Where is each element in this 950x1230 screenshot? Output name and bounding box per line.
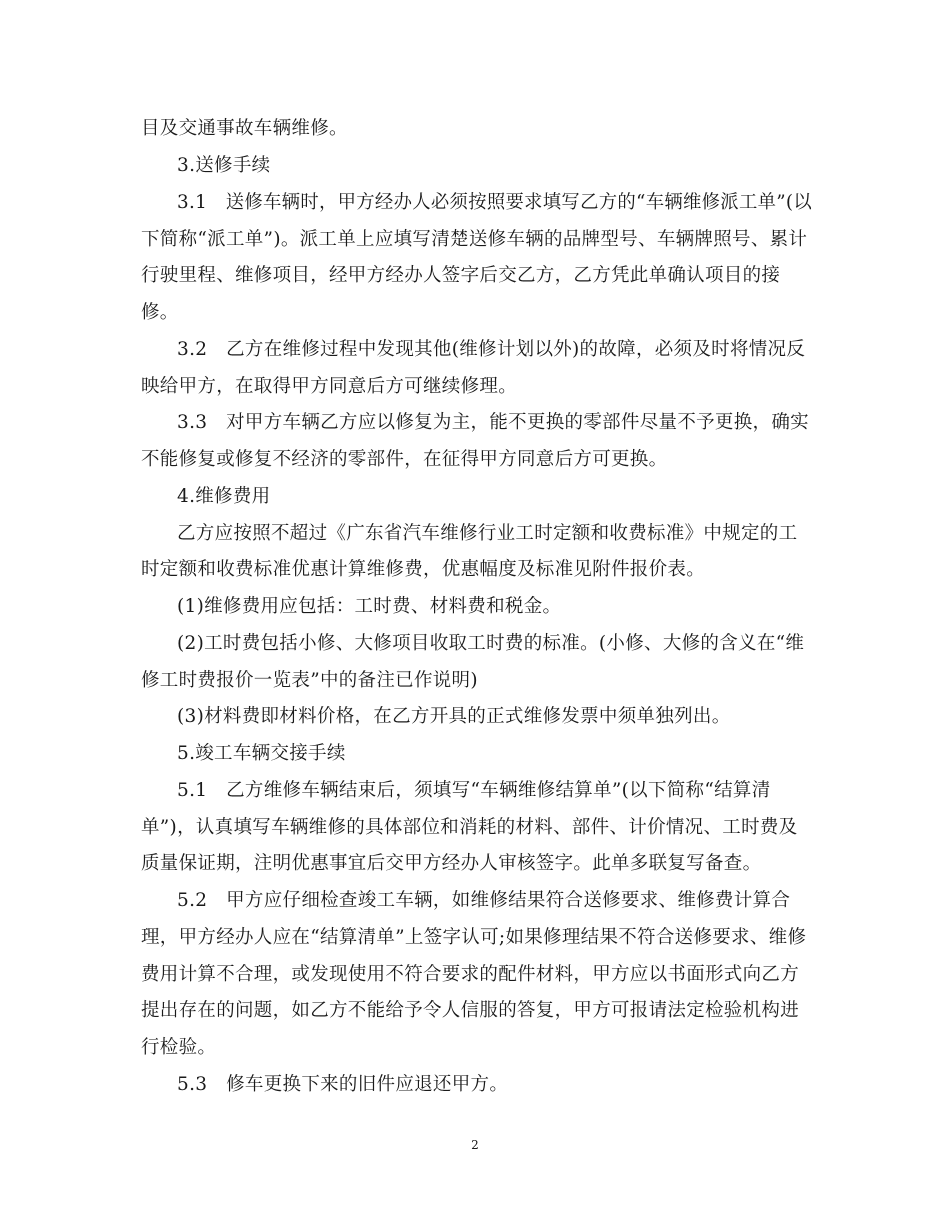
section-heading: 4.维修费用 <box>177 486 271 507</box>
text-line: (2)工时费包括小修、大修项目收取工时费的标准。(小修、大修的含义在“维 <box>177 633 805 654</box>
text-line: 单”)，认真填写车辆维修的具体部位和消耗的材料、部件、计价情况、工时费及 <box>141 817 798 838</box>
text-line: 行驶里程、维修项目，经甲方经办人签字后交乙方，乙方凭此单确认项目的接 <box>141 265 781 286</box>
page-number: 2 <box>471 1138 479 1152</box>
text-line: 乙方应按照不超过《广东省汽车维修行业工时定额和收费标准》中规定的工 <box>177 523 798 544</box>
section-heading: 3.送修手续 <box>177 155 271 176</box>
text-line: 修工时费报价一览表”中的备注已作说明) <box>141 670 478 691</box>
text-line: 5.3 修车更换下来的旧件应退还甲方。 <box>177 1074 509 1095</box>
text-line: 5.2 甲方应仔细检查竣工车辆，如维修结果符合送修要求、维修费计算合 <box>177 890 791 911</box>
section-heading: 5.竣工车辆交接手续 <box>177 743 346 764</box>
text-line: 费用计算不合理，或发现使用不符合要求的配件材料，甲方应以书面形式向乙方 <box>141 964 800 985</box>
text-line: 5.1 乙方维修车辆结束后，须填写“车辆维修结算单”(以下简称“结算清 <box>177 780 771 801</box>
text-line: 3.3 对甲方车辆乙方应以修复为主，能不更换的零部件尽量不予更换，确实 <box>177 412 809 433</box>
text-line: 目及交通事故车辆维修。 <box>141 118 348 139</box>
text-line: 行检验。 <box>141 1037 217 1058</box>
text-line: (3)材料费即材料价格，在乙方开具的正式维修发票中须单独列出。 <box>177 706 731 727</box>
text-line: 3.2 乙方在维修过程中发现其他(维修计划以外)的故障，必须及时将情况反 <box>177 339 806 360</box>
text-line: 质量保证期，注明优惠事宜后交甲方经办人审核签字。此单多联复写备查。 <box>141 853 762 874</box>
text-line: 提出存在的问题，如乙方不能给予令人信服的答复，甲方可报请法定检验机构进 <box>141 1000 800 1021</box>
text-line: 修。 <box>141 302 179 323</box>
text-line: (1)维修费用应包括：工时费、材料费和税金。 <box>177 596 562 617</box>
text-line: 理，甲方经办人应在“结算清单”上签字认可;如果修理结果不符合送修要求、维修 <box>141 927 807 948</box>
text-line: 映给甲方，在取得甲方同意后方可继续修理。 <box>141 376 518 397</box>
text-line: 下简称“派工单”)。派工单上应填写清楚送修车辆的品牌型号、车辆牌照号、累计 <box>141 229 808 250</box>
text-line: 3.1 送修车辆时，甲方经办人必须按照要求填写乙方的“车辆维修派工单”(以 <box>177 192 813 213</box>
text-line: 不能修复或修复不经济的零部件，在征得甲方同意后方可更换。 <box>141 449 668 470</box>
text-line: 时定额和收费标准优惠计算维修费，优惠幅度及标准见附件报价表。 <box>141 559 706 580</box>
